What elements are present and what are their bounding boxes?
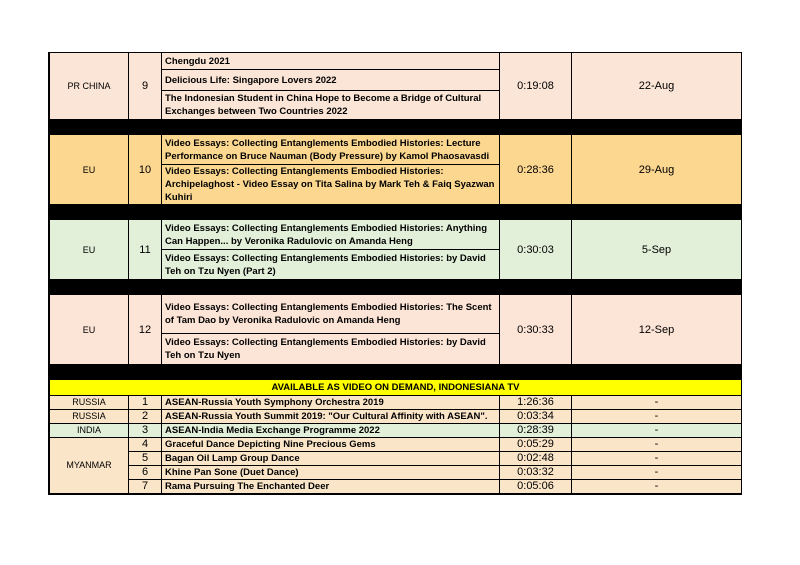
title-cell: Video Essays: Collecting Entanglements Embodied Histories: Lecture Performance on Bruce Nauman (Body Pressure) by Kamol Phaosavasdi	[162, 135, 500, 165]
date-cell: -	[572, 410, 742, 424]
title-cell: Bagan Oil Lamp Group Dance	[162, 452, 500, 466]
number-cell: 12	[129, 295, 162, 365]
number-cell: 10	[129, 135, 162, 205]
number-cell: 7	[129, 480, 162, 494]
title-cell: Video Essays: Collecting Entanglements Embodied Histories: by David Teh on Tzu Nyen (Part 2)	[162, 250, 500, 280]
number-cell: 4	[129, 438, 162, 452]
duration-cell: 0:30:03	[500, 220, 572, 280]
country-cell: EU	[50, 220, 129, 280]
duration-cell: 0:03:32	[500, 466, 572, 480]
duration-cell: 0:30:33	[500, 295, 572, 365]
title-cell: ASEAN-Russia Youth Summit 2019: "Our Cultural Affinity with ASEAN".	[162, 410, 500, 424]
title-cell: Video Essays: Collecting Entanglements Embodied Histories: Archipelaghost - Video Essay on Tita Salina by Mark Teh & Faiq Syazwan Kuhiri	[162, 165, 500, 205]
country-cell: MYANMAR	[50, 438, 129, 494]
title-cell: Video Essays: Collecting Entanglements Embodied Histories: Anything Can Happen... by Veronika Radulovic on Amanda Heng	[162, 220, 500, 250]
separator-row	[50, 365, 742, 380]
schedule-sheet	[48, 52, 742, 495]
date-cell: -	[572, 396, 742, 410]
country-cell: RUSSIA	[50, 396, 129, 410]
country-cell: PR CHINA	[50, 53, 129, 120]
date-cell: -	[572, 424, 742, 438]
separator-row	[50, 205, 742, 220]
number-cell: 5	[129, 452, 162, 466]
schedule-row-9	[50, 53, 742, 70]
number-cell: 1	[129, 396, 162, 410]
vod-row-3	[50, 424, 742, 438]
date-cell: 29-Aug	[572, 135, 742, 205]
duration-cell: 0:03:34	[500, 410, 572, 424]
duration-cell: 0:28:39	[500, 424, 572, 438]
vod-row-6	[50, 466, 742, 480]
vod-row-2	[50, 410, 742, 424]
title-cell: Video Essays: Collecting Entanglements Embodied Histories: The Scent of Tam Dao by Veronika Radulovic on Amanda Heng	[162, 295, 500, 334]
title-cell: Rama Pursuing The Enchanted Deer	[162, 480, 500, 494]
vod-row-4	[50, 438, 742, 452]
title-cell: Video Essays: Collecting Entanglements Embodied Histories: by David Teh on Tzu Nyen	[162, 334, 500, 365]
number-cell: 11	[129, 220, 162, 280]
duration-cell: 0:05:06	[500, 480, 572, 494]
country-cell: EU	[50, 135, 129, 205]
separator-row	[50, 120, 742, 135]
duration-cell: 0:02:48	[500, 452, 572, 466]
date-cell: 5-Sep	[572, 220, 742, 280]
number-cell: 9	[129, 53, 162, 120]
vod-row-1	[50, 396, 742, 410]
duration-cell: 0:19:08	[500, 53, 572, 120]
vod-banner: AVAILABLE AS VIDEO ON DEMAND, INDONESIANA TV	[50, 380, 742, 396]
duration-cell: 1:26:36	[500, 396, 572, 410]
vod-row-7	[50, 480, 742, 494]
number-cell: 3	[129, 424, 162, 438]
duration-cell: 0:28:36	[500, 135, 572, 205]
date-cell: 22-Aug	[572, 53, 742, 120]
schedule-row-12	[50, 295, 742, 334]
separator-row	[50, 280, 742, 295]
vod-banner-row	[50, 380, 742, 396]
schedule-row-11	[50, 220, 742, 250]
title-cell: Chengdu 2021	[162, 53, 500, 70]
vod-row-5	[50, 452, 742, 466]
date-cell: -	[572, 480, 742, 494]
date-cell: -	[572, 466, 742, 480]
title-cell: The Indonesian Student in China Hope to Become a Bridge of Cultural Exchanges between Two Countries 2022	[162, 91, 500, 120]
duration-cell: 0:05:29	[500, 438, 572, 452]
schedule-row-10	[50, 135, 742, 165]
country-cell: EU	[50, 295, 129, 365]
number-cell: 2	[129, 410, 162, 424]
schedule-table	[49, 52, 742, 494]
date-cell: -	[572, 452, 742, 466]
number-cell: 6	[129, 466, 162, 480]
title-cell: Delicious Life: Singapore Lovers 2022	[162, 70, 500, 91]
date-cell: -	[572, 438, 742, 452]
title-cell: ASEAN-Russia Youth Symphony Orchestra 2019	[162, 396, 500, 410]
title-cell: Khine Pan Sone (Duet Dance)	[162, 466, 500, 480]
country-cell: RUSSIA	[50, 410, 129, 424]
country-cell: INDIA	[50, 424, 129, 438]
title-cell: ASEAN-India Media Exchange Programme 2022	[162, 424, 500, 438]
title-cell: Graceful Dance Depicting Nine Precious Gems	[162, 438, 500, 452]
date-cell: 12-Sep	[572, 295, 742, 365]
